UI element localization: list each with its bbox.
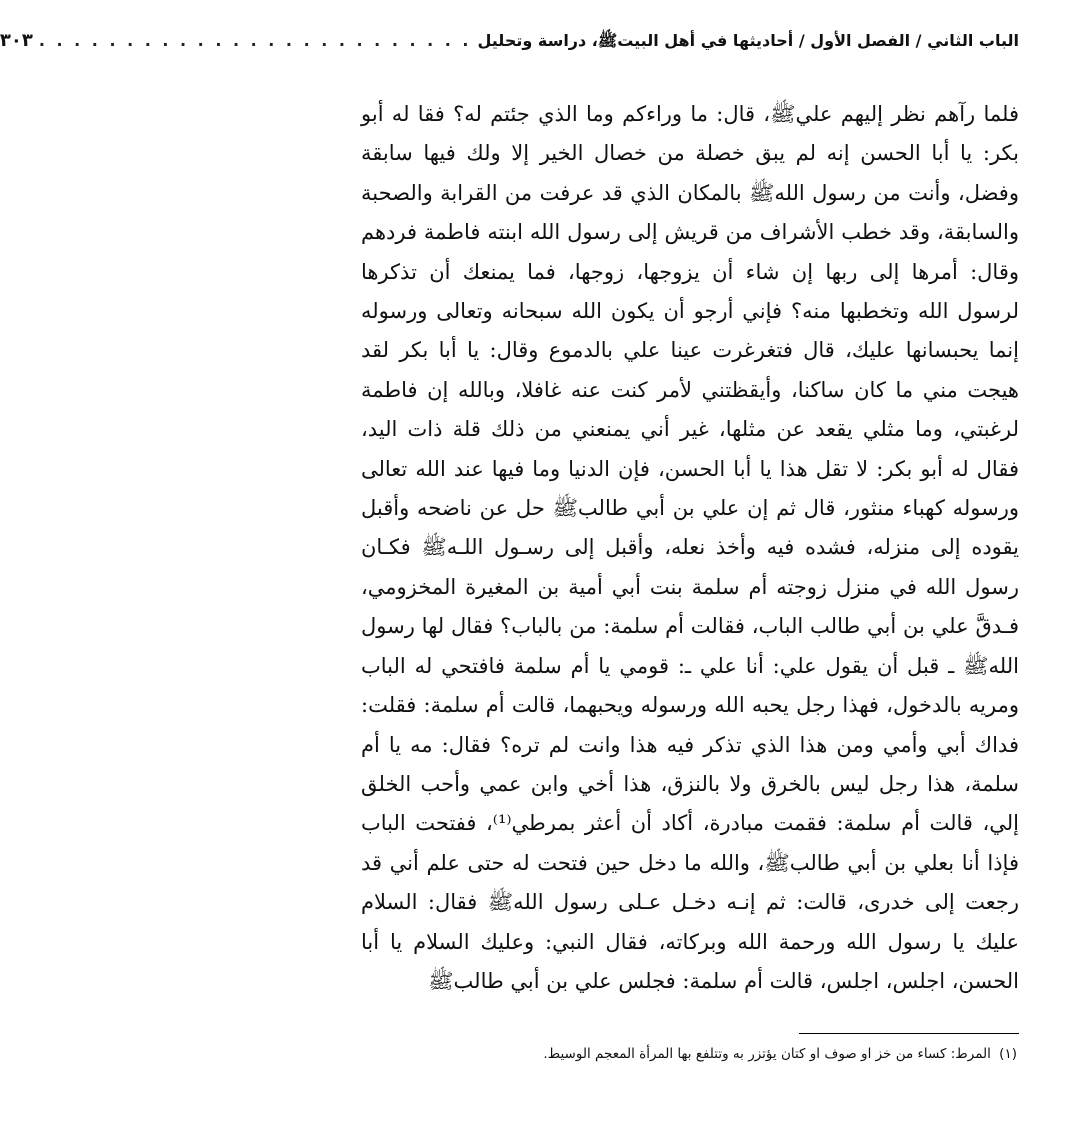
- footnote-divider: [799, 1033, 1019, 1034]
- footnote-number: (١): [999, 1046, 1017, 1062]
- footnote-text: المرط: كساء من خز او صوف او كتان يؤتزر به وتتلفع بها المرأة المعجم الوسيط.: [543, 1046, 991, 1062]
- running-header: [0, 30, 1019, 62]
- page-number: ٣٠٣: [0, 30, 33, 51]
- footnote: [361, 1043, 1017, 1065]
- main-text: [361, 95, 1019, 1001]
- leader-dots: . . . . . . . . . . . . . . . . . . . . . . . . .: [38, 31, 472, 50]
- body-paragraph: فلما رآهم نظر إليهم عليﷺ، قال: ما وراءكم وما الذي جئتم له؟ فقا له أبو بكر: يا أبا الحسن إنه لم يبق خصلة من خصال الخير إلا ولك فيها سابقة وفضل، وأنت من رسول اللهﷺ بالمكان الذي قد عرفت من القرابة والصحبة والسابقة، وقد خطب الأشراف من قريش إلى رسول الله ابنته فاطمة فردهم وقال: أمرها إلى ربها إن شاء أن يزوجها، زوجها، فما يمنعك أن تذكرها لرسول الله وتخطبها منه؟ فإني أرجو أن يكون الله سبحانه وتعالى ورسوله إنما يحبسانها عليك، قال فتغرغرت عينا علي بالدموع وقال: يا أبا بكر لقد هيجت مني ما كان ساكنا، وأيقظتني لأمر كنت عنه غافلا، وبالله إن فاطمة لرغبتي، وما مثلي يقعد عن مثلها، غير أني يمنعني من ذلك قلة ذات اليد، فقال له أبو بكر: لا تقل هذا يا أبا الحسن، فإن الدنيا وما فيها عند الله تعالى ورسوله كهباء منثور، قال ثم إن علي بن أبي طالبﷺ حل عن ناضحه وأقبل يقوده إلى منزله، فشده فيه وأخذ نعله، وأقبل إلى رسـول اللـهﷺ فكـان رسول الله في منزل زوجته أم سلمة بنت أبي أمية بن المغيرة المخزومي، فـدقَّ علي بن أبي طالب الباب، فقالت أم سلمة: من بالباب؟ فقال لها رسول اللهﷺ ـ قبل أن يقول علي: أنا علي ـ: قومي يا أم سلمة فافتحي له الباب ومريه بالدخول، فهذا رجل يحبه الله ورسوله ويحبهما، قالت أم سلمة: فقلت: فداك أبي وأمي ومن هذا الذي تذكر فيه هذا وانت لم تره؟ فقال: مه يا أم سلمة، هذا رجل ليس بالخرق ولا بالنزق، هذا أخي وابن عمي وأحب الخلق إلي، قالت أم سلمة: فقمت مبادرة، أكاد أن أعثر بمرطي⁽¹⁾، ففتحت الباب فإذا أنا بعلي بن أبي طالبﷺ، والله ما دخل حين فتحت له حتى علم أني قد رجعت إلى خدرى، قالت: ثم إنـه دخـل عـلى رسول اللهﷺ فقال: السلام عليك يا رسول الله ورحمة الله وبركاته، فقال النبي: وعليك السلام يا أبا الحسن، اجلس، اجلس، قالت أم سلمة: فجلس علي بن أبي طالبﷺ: [361, 102, 1019, 993]
- chapter-title: الباب الثاني / الفصل الأول / أحاديثها في أهل البيتﷺ، دراسة وتحليل: [477, 31, 1019, 50]
